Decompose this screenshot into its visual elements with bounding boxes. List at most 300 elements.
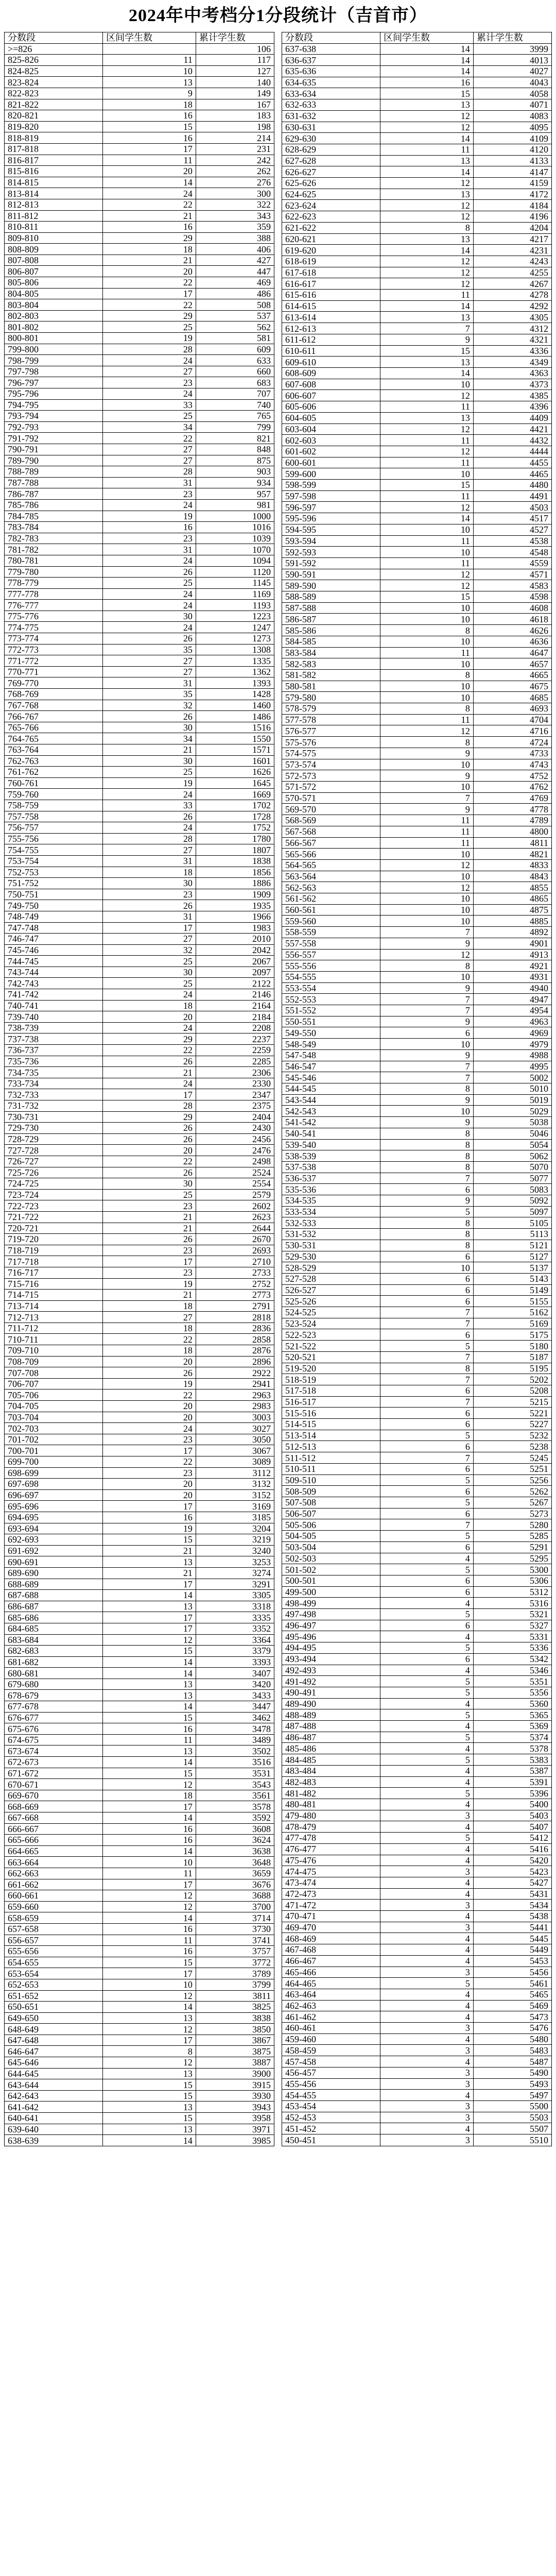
table-row bbox=[282, 110, 552, 122]
interval-count-cell: 20 bbox=[103, 266, 196, 277]
cumulative-count-cell: 537 bbox=[196, 310, 274, 321]
cumulative-count-cell: 4231 bbox=[473, 245, 551, 256]
table-row bbox=[5, 833, 274, 844]
score-range-cell: 820-821 bbox=[5, 110, 103, 122]
cumulative-count-cell: 5356 bbox=[473, 1687, 551, 1698]
interval-count-cell: 34 bbox=[103, 733, 196, 744]
score-range-cell: 466-467 bbox=[282, 1955, 380, 1967]
score-table-left bbox=[4, 32, 274, 2146]
cumulative-count-cell: 3407 bbox=[196, 1668, 274, 1679]
cumulative-count-cell: 5476 bbox=[473, 2023, 551, 2034]
score-range-cell: 478-479 bbox=[282, 1821, 380, 1833]
table-row bbox=[5, 1445, 274, 1456]
score-range-cell: 804-805 bbox=[5, 288, 103, 299]
table-row bbox=[5, 1300, 274, 1312]
interval-count-cell: 5 bbox=[380, 1676, 474, 1687]
cumulative-count-cell: 3772 bbox=[196, 1957, 274, 1968]
interval-count-cell: 19 bbox=[103, 511, 196, 522]
interval-count-cell: 27 bbox=[103, 934, 196, 945]
score-range-cell: 481-482 bbox=[282, 1788, 380, 1799]
table-row bbox=[282, 647, 552, 658]
score-range-cell: 551-552 bbox=[282, 1005, 380, 1016]
interval-count-cell: 11 bbox=[380, 714, 474, 725]
table-row bbox=[5, 1634, 274, 1646]
table-row bbox=[282, 2023, 552, 2034]
header-cumulative-count: 累计学生数 bbox=[473, 32, 551, 44]
score-range-cell: 640-641 bbox=[5, 2113, 103, 2124]
interval-count-cell: 27 bbox=[103, 444, 196, 455]
interval-count-cell: 13 bbox=[103, 77, 196, 88]
cumulative-count-cell: 4855 bbox=[473, 882, 551, 893]
interval-count-cell: 10 bbox=[380, 636, 474, 647]
interval-count-cell: 15 bbox=[103, 2079, 196, 2091]
score-range-cell: 678-679 bbox=[5, 1690, 103, 1701]
score-range-cell: 772-773 bbox=[5, 644, 103, 655]
cumulative-count-cell: 5019 bbox=[473, 1094, 551, 1106]
cumulative-count-cell: 4217 bbox=[473, 233, 551, 245]
score-range-cell: 655-656 bbox=[5, 1946, 103, 1957]
score-range-cell: 729-730 bbox=[5, 1123, 103, 1134]
score-range-cell: 694-695 bbox=[5, 1512, 103, 1523]
score-range-cell: 565-566 bbox=[282, 849, 380, 860]
score-range-cell: 642-643 bbox=[5, 2090, 103, 2102]
table-row bbox=[282, 300, 552, 312]
cumulative-count-cell: 1935 bbox=[196, 900, 274, 911]
interval-count-cell: 9 bbox=[380, 770, 474, 782]
score-range-cell: 573-574 bbox=[282, 759, 380, 770]
interval-count-cell: 3 bbox=[380, 2067, 474, 2078]
interval-count-cell: 6 bbox=[380, 1273, 474, 1284]
score-range-cell: 473-474 bbox=[282, 1877, 380, 1888]
interval-count-cell: 7 bbox=[380, 1351, 474, 1363]
score-range-cell: 559-560 bbox=[282, 916, 380, 927]
score-range-cell: 639-640 bbox=[5, 2124, 103, 2135]
table-row bbox=[282, 189, 552, 200]
table-row bbox=[282, 1687, 552, 1698]
table-row bbox=[282, 1139, 552, 1150]
score-range-cell: 658-659 bbox=[5, 1912, 103, 1924]
table-row bbox=[5, 1456, 274, 1468]
score-range-cell: 578-579 bbox=[282, 703, 380, 715]
score-range-cell: 675-676 bbox=[5, 1723, 103, 1735]
score-range-cell: 534-535 bbox=[282, 1195, 380, 1207]
table-row bbox=[5, 578, 274, 589]
cumulative-count-cell: 5273 bbox=[473, 1508, 551, 1519]
interval-count-cell: 32 bbox=[103, 700, 196, 711]
score-range-cell: 464-465 bbox=[282, 1978, 380, 1989]
table-row bbox=[5, 555, 274, 566]
interval-count-cell: 14 bbox=[103, 1701, 196, 1713]
cumulative-count-cell: 3067 bbox=[196, 1445, 274, 1456]
table-row bbox=[282, 580, 552, 591]
score-range-cell: 615-616 bbox=[282, 290, 380, 301]
score-range-cell: 538-539 bbox=[282, 1150, 380, 1162]
table-row bbox=[282, 1195, 552, 1207]
score-range-cell: 593-594 bbox=[282, 535, 380, 547]
score-range-cell: 480-481 bbox=[282, 1799, 380, 1810]
interval-count-cell: 4 bbox=[380, 2090, 474, 2101]
cumulative-count-cell: 5400 bbox=[473, 1799, 551, 1810]
score-range-cell: 460-461 bbox=[282, 2023, 380, 2034]
score-range-cell: 571-572 bbox=[282, 782, 380, 793]
table-row bbox=[5, 1668, 274, 1679]
interval-count-cell: 10 bbox=[380, 547, 474, 558]
table-row bbox=[282, 1430, 552, 1441]
score-range-cell: 488-489 bbox=[282, 1709, 380, 1721]
cumulative-count-cell: 1223 bbox=[196, 611, 274, 622]
cumulative-count-cell: 1393 bbox=[196, 677, 274, 689]
cumulative-count-cell: 2237 bbox=[196, 1033, 274, 1045]
table-row bbox=[5, 666, 274, 677]
cumulative-count-cell: 3638 bbox=[196, 1845, 274, 1857]
interval-count-cell: 11 bbox=[380, 401, 474, 413]
score-range-cell: 635-636 bbox=[282, 66, 380, 77]
score-range-cell: 594-595 bbox=[282, 524, 380, 535]
table-row bbox=[5, 677, 274, 689]
table-row bbox=[282, 1877, 552, 1888]
interval-count-cell: 22 bbox=[103, 299, 196, 311]
cumulative-count-cell: 1308 bbox=[196, 644, 274, 655]
table-row bbox=[282, 1598, 552, 1609]
interval-count-cell: 12 bbox=[380, 200, 474, 211]
interval-count-cell: 11 bbox=[103, 1868, 196, 1879]
cumulative-count-cell: 5503 bbox=[473, 2112, 551, 2123]
interval-count-cell: 17 bbox=[103, 922, 196, 934]
score-range-cell: 771-772 bbox=[5, 655, 103, 667]
score-range-cell: 621-622 bbox=[282, 222, 380, 233]
interval-count-cell: 23 bbox=[103, 1200, 196, 1212]
score-range-cell: 758-759 bbox=[5, 800, 103, 811]
table-row bbox=[282, 423, 552, 435]
table-row bbox=[5, 611, 274, 622]
cumulative-count-cell: 4172 bbox=[473, 189, 551, 200]
score-range-cell: 819-820 bbox=[5, 121, 103, 132]
cumulative-count-cell: 3985 bbox=[196, 2135, 274, 2146]
table-row bbox=[5, 222, 274, 233]
score-range-cell: 509-510 bbox=[282, 1475, 380, 1486]
score-range-cell: 582-583 bbox=[282, 658, 380, 670]
table-row bbox=[282, 1486, 552, 1497]
interval-count-cell: 23 bbox=[103, 488, 196, 500]
table-row bbox=[5, 1656, 274, 1668]
table-row bbox=[282, 748, 552, 759]
table-row bbox=[5, 800, 274, 811]
table-row bbox=[5, 110, 274, 122]
table-row bbox=[282, 737, 552, 748]
cumulative-count-cell: 740 bbox=[196, 399, 274, 411]
interval-count-cell: 6 bbox=[380, 1575, 474, 1586]
score-range-cell: 807-808 bbox=[5, 255, 103, 266]
interval-count-cell: 19 bbox=[103, 1378, 196, 1389]
cumulative-count-cell: 3502 bbox=[196, 1745, 274, 1757]
cumulative-count-cell: 486 bbox=[196, 288, 274, 299]
cumulative-count-cell: 2579 bbox=[196, 1189, 274, 1200]
score-range-cell: 609-610 bbox=[282, 357, 380, 368]
table-row bbox=[5, 544, 274, 555]
cumulative-count-cell: 4778 bbox=[473, 804, 551, 815]
cumulative-count-cell: 4196 bbox=[473, 211, 551, 223]
score-range-cell: 751-752 bbox=[5, 878, 103, 889]
score-range-cell: 677-678 bbox=[5, 1701, 103, 1713]
table-row bbox=[5, 878, 274, 889]
interval-count-cell: 15 bbox=[103, 121, 196, 132]
cumulative-count-cell: 5336 bbox=[473, 1642, 551, 1654]
table-row bbox=[5, 1712, 274, 1723]
score-range-cell: 562-563 bbox=[282, 882, 380, 893]
cumulative-count-cell: 609 bbox=[196, 344, 274, 355]
score-range-cell: 693-694 bbox=[5, 1523, 103, 1534]
table-row bbox=[5, 1378, 274, 1389]
score-range-cell: 525-526 bbox=[282, 1296, 380, 1307]
score-range-cell: 532-533 bbox=[282, 1217, 380, 1229]
table-row bbox=[282, 1396, 552, 1408]
cumulative-count-cell: 3433 bbox=[196, 1690, 274, 1701]
score-range-cell: 482-483 bbox=[282, 1776, 380, 1788]
interval-count-cell: 15 bbox=[103, 2090, 196, 2102]
interval-count-cell: 4 bbox=[380, 1799, 474, 1810]
interval-count-cell: 10 bbox=[103, 1857, 196, 1868]
interval-count-cell: 10 bbox=[380, 1106, 474, 1117]
score-range-cell: 700-701 bbox=[5, 1445, 103, 1456]
cumulative-count-cell: 5342 bbox=[473, 1653, 551, 1665]
interval-count-cell: 6 bbox=[380, 1586, 474, 1598]
table-row bbox=[5, 310, 274, 321]
cumulative-count-cell: 4995 bbox=[473, 1061, 551, 1072]
score-range-cell: 710-711 bbox=[5, 1334, 103, 1345]
table-row bbox=[5, 1345, 274, 1357]
score-range-cell: 754-755 bbox=[5, 844, 103, 856]
score-range-cell: 787-788 bbox=[5, 477, 103, 488]
cumulative-count-cell: 1362 bbox=[196, 666, 274, 677]
cumulative-count-cell: 1856 bbox=[196, 867, 274, 878]
cumulative-count-cell: 359 bbox=[196, 222, 274, 233]
interval-count-cell: 23 bbox=[103, 1245, 196, 1256]
score-range-cell: 743-744 bbox=[5, 967, 103, 978]
cumulative-count-cell: 5507 bbox=[473, 2123, 551, 2134]
table-row bbox=[282, 1083, 552, 1094]
cumulative-count-cell: 167 bbox=[196, 99, 274, 110]
table-row bbox=[5, 1356, 274, 1367]
table-row bbox=[5, 1234, 274, 1245]
table-row bbox=[282, 569, 552, 580]
interval-count-cell: 13 bbox=[103, 1690, 196, 1701]
interval-count-cell: 28 bbox=[103, 1100, 196, 1112]
cumulative-count-cell: 5097 bbox=[473, 1206, 551, 1217]
cumulative-count-cell: 2404 bbox=[196, 1111, 274, 1123]
cumulative-count-cell: 2818 bbox=[196, 1312, 274, 1323]
cumulative-count-cell: 5473 bbox=[473, 2011, 551, 2023]
table-row bbox=[282, 1833, 552, 1844]
cumulative-count-cell: 3204 bbox=[196, 1523, 274, 1534]
interval-count-cell: 24 bbox=[103, 822, 196, 834]
cumulative-count-cell: 2330 bbox=[196, 1078, 274, 1089]
interval-count-cell: 12 bbox=[380, 859, 474, 871]
score-range-cell: 607-608 bbox=[282, 379, 380, 390]
table-row bbox=[5, 1278, 274, 1290]
cumulative-count-cell: 214 bbox=[196, 132, 274, 144]
table-row bbox=[282, 312, 552, 323]
cumulative-count-cell: 765 bbox=[196, 411, 274, 422]
table-row bbox=[282, 1799, 552, 1810]
score-range-cell: 809-810 bbox=[5, 232, 103, 244]
cumulative-count-cell: 5407 bbox=[473, 1821, 551, 1833]
interval-count-cell: 3 bbox=[380, 2078, 474, 2090]
score-range-cell: 657-658 bbox=[5, 1923, 103, 1935]
table-row bbox=[282, 1721, 552, 1732]
score-range-cell: 490-491 bbox=[282, 1687, 380, 1698]
cumulative-count-cell: 3169 bbox=[196, 1501, 274, 1512]
score-range-cell: 779-780 bbox=[5, 566, 103, 578]
cumulative-count-cell: 1486 bbox=[196, 711, 274, 722]
table-row bbox=[5, 711, 274, 722]
interval-count-cell: 26 bbox=[103, 1123, 196, 1134]
table-row bbox=[282, 1620, 552, 1631]
table-row bbox=[5, 522, 274, 533]
cumulative-count-cell: 5137 bbox=[473, 1262, 551, 1274]
cumulative-count-cell: 5412 bbox=[473, 1833, 551, 1844]
interval-count-cell: 11 bbox=[380, 815, 474, 826]
score-range-cell: 715-716 bbox=[5, 1278, 103, 1290]
score-range-cell: 783-784 bbox=[5, 522, 103, 533]
cumulative-count-cell: 388 bbox=[196, 232, 274, 244]
interval-count-cell: 7 bbox=[380, 994, 474, 1005]
table-row bbox=[282, 401, 552, 413]
score-range-cell: 601-602 bbox=[282, 446, 380, 457]
table-row bbox=[5, 1968, 274, 1979]
table-row bbox=[5, 1790, 274, 1801]
cumulative-count-cell: 2067 bbox=[196, 956, 274, 967]
cumulative-count-cell: 5256 bbox=[473, 1475, 551, 1486]
header-cumulative-count: 累计学生数 bbox=[196, 32, 274, 44]
table-row bbox=[282, 490, 552, 502]
table-row bbox=[282, 468, 552, 480]
interval-count-cell: 13 bbox=[380, 189, 474, 200]
table-row bbox=[5, 622, 274, 633]
score-range-cell: 618-619 bbox=[282, 256, 380, 267]
interval-count-cell: 15 bbox=[380, 345, 474, 357]
score-range-cell: 802-803 bbox=[5, 310, 103, 321]
cumulative-count-cell: 5449 bbox=[473, 1944, 551, 1956]
score-range-cell: 666-667 bbox=[5, 1823, 103, 1835]
cumulative-count-cell: 2042 bbox=[196, 944, 274, 956]
score-range-cell: 756-757 bbox=[5, 822, 103, 834]
cumulative-count-cell: 581 bbox=[196, 333, 274, 344]
cumulative-count-cell: 5002 bbox=[473, 1072, 551, 1083]
interval-count-cell: 12 bbox=[380, 256, 474, 267]
interval-count-cell: 4 bbox=[380, 1553, 474, 1564]
score-range-cell: 812-813 bbox=[5, 199, 103, 210]
interval-count-cell: 4 bbox=[380, 1743, 474, 1754]
table-row bbox=[5, 733, 274, 744]
score-range-cell: 815-816 bbox=[5, 166, 103, 177]
score-range-cell: 789-790 bbox=[5, 455, 103, 466]
score-range-cell: 711-712 bbox=[5, 1323, 103, 1334]
interval-count-cell: 6 bbox=[380, 1541, 474, 1553]
table-row bbox=[5, 1056, 274, 1067]
table-row bbox=[282, 792, 552, 804]
table-row bbox=[282, 88, 552, 99]
cumulative-count-cell: 5054 bbox=[473, 1139, 551, 1150]
table-row bbox=[5, 143, 274, 155]
score-range-cell: 770-771 bbox=[5, 666, 103, 677]
cumulative-count-cell: 5416 bbox=[473, 1843, 551, 1855]
cumulative-count-cell: 5500 bbox=[473, 2100, 551, 2112]
interval-count-cell: 4 bbox=[380, 2033, 474, 2045]
score-range-cell: 596-597 bbox=[282, 502, 380, 513]
cumulative-count-cell: 2184 bbox=[196, 1011, 274, 1023]
score-range-cell: 733-734 bbox=[5, 1078, 103, 1089]
table-row bbox=[5, 1646, 274, 1657]
cumulative-count-cell: 5121 bbox=[473, 1240, 551, 1251]
interval-count-cell: 21 bbox=[103, 1545, 196, 1556]
table-row bbox=[282, 916, 552, 927]
score-range-cell: 567-568 bbox=[282, 826, 380, 837]
table-row bbox=[282, 345, 552, 357]
table-row bbox=[5, 2113, 274, 2124]
interval-count-cell: 5 bbox=[380, 1497, 474, 1509]
cumulative-count-cell: 3291 bbox=[196, 1579, 274, 1590]
interval-count-cell: 8 bbox=[380, 960, 474, 972]
table-row bbox=[282, 1944, 552, 1956]
cumulative-count-cell: 2644 bbox=[196, 1223, 274, 1234]
table-row bbox=[282, 1575, 552, 1586]
score-range-cell: 697-698 bbox=[5, 1479, 103, 1490]
cumulative-count-cell: 5202 bbox=[473, 1374, 551, 1385]
cumulative-count-cell: 5267 bbox=[473, 1497, 551, 1509]
interval-count-cell: 11 bbox=[103, 155, 196, 166]
score-range-cell: 537-538 bbox=[282, 1161, 380, 1173]
cumulative-count-cell: 3624 bbox=[196, 1835, 274, 1846]
table-row bbox=[5, 1745, 274, 1757]
cumulative-count-cell: 5238 bbox=[473, 1441, 551, 1452]
table-row bbox=[5, 288, 274, 299]
cumulative-count-cell: 4969 bbox=[473, 1027, 551, 1039]
interval-count-cell: 21 bbox=[103, 744, 196, 756]
cumulative-count-cell: 198 bbox=[196, 121, 274, 132]
score-range-cell: 667-668 bbox=[5, 1812, 103, 1824]
interval-count-cell: 11 bbox=[380, 535, 474, 547]
cumulative-count-cell: 4480 bbox=[473, 480, 551, 491]
interval-count-cell: 11 bbox=[380, 647, 474, 658]
cumulative-count-cell: 1169 bbox=[196, 588, 274, 600]
cumulative-count-cell: 2347 bbox=[196, 1089, 274, 1100]
table-row bbox=[5, 266, 274, 277]
interval-count-cell: 13 bbox=[103, 1601, 196, 1612]
score-range-cell: 701-702 bbox=[5, 1434, 103, 1445]
table-row bbox=[282, 681, 552, 692]
interval-count-cell: 12 bbox=[380, 502, 474, 513]
table-row bbox=[282, 2123, 552, 2134]
cumulative-count-cell: 4875 bbox=[473, 904, 551, 916]
table-row bbox=[5, 1812, 274, 1824]
interval-count-cell: 7 bbox=[380, 323, 474, 334]
cumulative-count-cell: 3875 bbox=[196, 2046, 274, 2057]
score-range-cell: 761-762 bbox=[5, 767, 103, 778]
table-row bbox=[282, 1441, 552, 1452]
cumulative-count-cell: 469 bbox=[196, 277, 274, 289]
cumulative-count-cell: 4724 bbox=[473, 737, 551, 748]
cumulative-count-cell: 2146 bbox=[196, 989, 274, 1001]
cumulative-count-cell: 875 bbox=[196, 455, 274, 466]
interval-count-cell: 22 bbox=[103, 277, 196, 289]
cumulative-count-cell: 5251 bbox=[473, 1463, 551, 1475]
interval-count-cell: 9 bbox=[380, 334, 474, 345]
interval-count-cell: 20 bbox=[103, 1145, 196, 1156]
cumulative-count-cell: 1838 bbox=[196, 855, 274, 867]
cumulative-count-cell: 1966 bbox=[196, 911, 274, 922]
score-range-cell: 549-550 bbox=[282, 1027, 380, 1039]
table-row bbox=[282, 1553, 552, 1564]
